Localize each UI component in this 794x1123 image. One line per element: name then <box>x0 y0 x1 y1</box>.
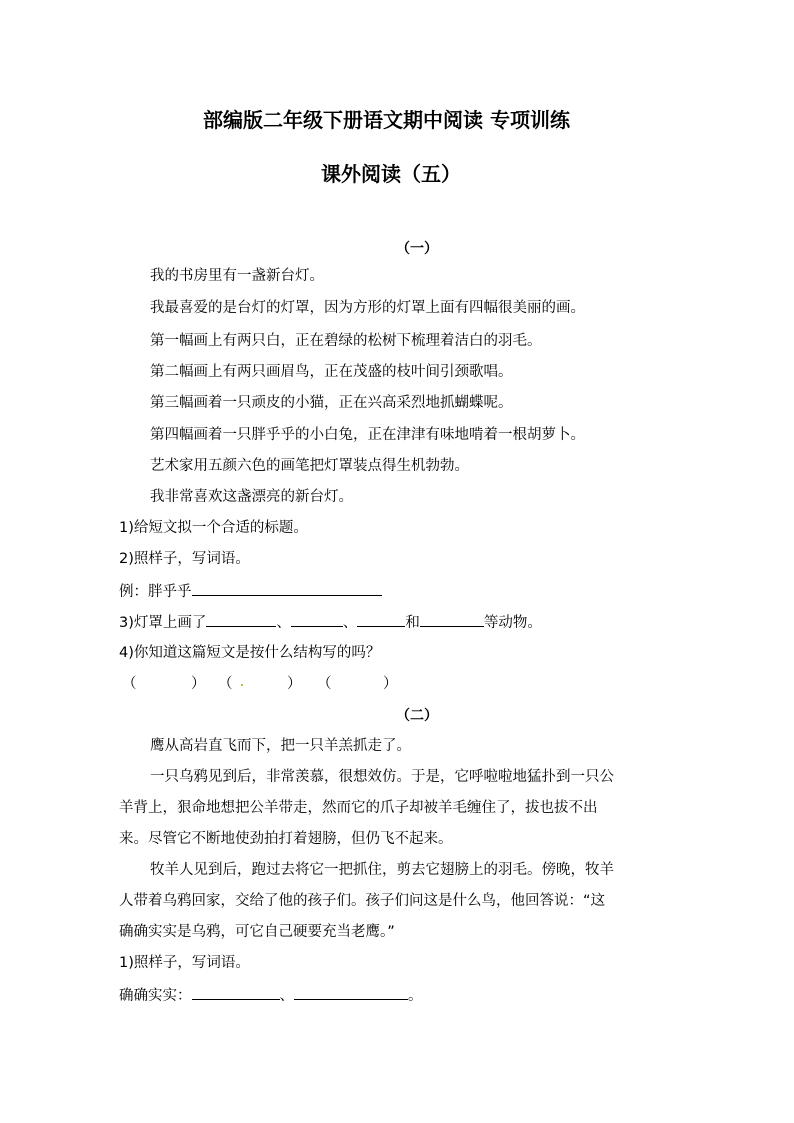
part2-question-1: 1)照样子，写词语。 <box>119 955 250 971</box>
page-subtitle: 课外阅读（五） <box>321 162 461 186</box>
section-heading-2: （二） <box>396 708 438 724</box>
question-3 <box>119 612 542 633</box>
question-1: 1)给短文拟一个合适的标题。 <box>119 520 308 536</box>
paragraph-line: 确确实实是乌鸦，可它自己硬要充当老鹰。” <box>119 924 395 940</box>
answer-blank[interactable] <box>192 985 280 1000</box>
question-2: 2)照样子，写词语。 <box>119 551 250 567</box>
separator: 、 <box>279 988 294 1004</box>
question-4: 4)你知道这篇短文是按什么结构写的吗？ <box>119 645 381 661</box>
paragraph: 第二幅画上有两只画眉鸟，正在茂盛的枝叶间引颈歌唱。 <box>150 364 513 380</box>
paragraph-line: 来。尽管它不断地使劲拍打着翅膀，但仍飞不起来。 <box>119 831 453 847</box>
stray-mark <box>241 684 243 686</box>
answer-blank[interactable] <box>420 612 484 627</box>
question-3-suffix: 等动物。 <box>483 615 542 631</box>
example-label: 确确实实： <box>119 988 192 1004</box>
end-punctuation: 。 <box>408 988 423 1004</box>
paragraph-line: 羊背上，狠命地想把公羊带走，然而它的爪子却被羊毛缠住了，拔也拔不出 <box>119 800 598 816</box>
paragraph: 第一幅画上有两只白，正在碧绿的松树下梳理着洁白的羽毛。 <box>150 333 542 349</box>
section-heading-1: （一） <box>396 241 438 257</box>
bracket-close: ） <box>383 676 398 692</box>
answer-blank[interactable] <box>192 581 382 596</box>
answer-blank[interactable] <box>206 612 276 627</box>
question-3-prefix: 3)灯罩上画了 <box>119 615 207 631</box>
separator: 、 <box>342 615 358 631</box>
paragraph: 第三幅画着一只顽皮的小猫，正在兴高采烈地抓蝴蝶呢。 <box>150 395 513 411</box>
answer-blank[interactable] <box>294 985 408 1000</box>
paragraph: 我最喜爱的是台灯的灯罩，因为方形的灯罩上面有四幅很美丽的画。 <box>150 300 585 316</box>
paragraph: 第四幅画着一只胖乎乎的小白兔，正在津津有味地啃着一根胡萝卜。 <box>150 427 585 443</box>
question-2-example <box>119 581 382 602</box>
separator: 、 <box>276 615 291 631</box>
paragraph-line: 人带着乌鸦回家，交给了他的孩子们。孩子们问这是什么鸟，他回答说：“这 <box>119 893 606 909</box>
bracket-open: （ <box>218 676 233 692</box>
bracket-close: ） <box>287 676 302 692</box>
answer-blank[interactable] <box>357 612 405 627</box>
answer-blank[interactable] <box>291 612 343 627</box>
bracket-close: ） <box>191 676 206 692</box>
conjunction: 和 <box>405 615 420 631</box>
paragraph: 我的书房里有一盏新台灯。 <box>150 268 324 284</box>
paragraph-line: 牧羊人见到后，跑过去将它一把抓住，剪去它翅膀上的羽毛。傍晚，牧羊 <box>150 862 614 878</box>
bracket-open: （ <box>122 676 137 692</box>
paragraph: 鹰从高岩直飞而下，把一只羊羔抓走了。 <box>150 738 411 754</box>
bracket-open: （ <box>317 676 332 692</box>
page-title: 部编版二年级下册语文期中阅读 专项训练 <box>203 108 570 132</box>
paragraph: 艺术家用五颜六色的画笔把灯罩装点得生机勃勃。 <box>150 458 469 474</box>
paragraph-line: 一只乌鸦见到后，非常羡慕，很想效仿。于是，它呼啦啦地猛扑到一只公 <box>150 769 614 785</box>
part2-question-1-answer <box>119 985 423 1006</box>
example-label: 例：胖乎乎 <box>119 584 192 600</box>
paragraph: 我非常喜欢这盏漂亮的新台灯。 <box>150 489 353 505</box>
